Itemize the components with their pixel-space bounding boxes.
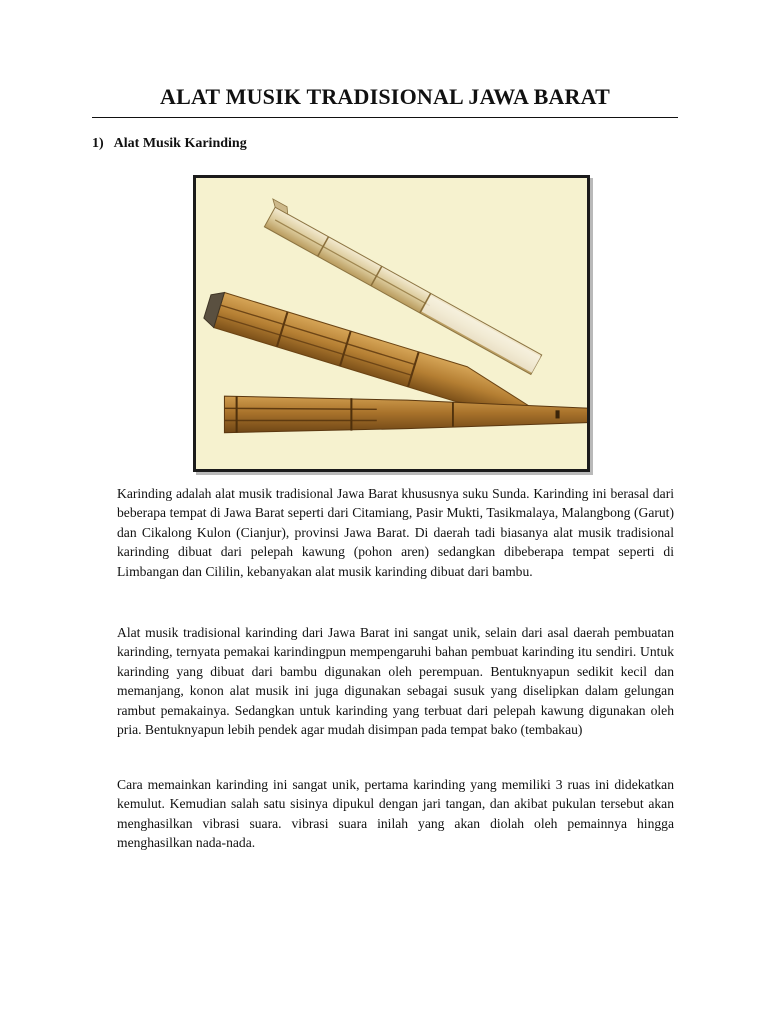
section-number: 1) xyxy=(92,136,104,151)
section-heading xyxy=(92,136,247,152)
karinding-illustration xyxy=(196,178,587,469)
section-title: Alat Musik Karinding xyxy=(113,136,247,151)
paragraph-origin: Karinding adalah alat musik tradisional Jawa Barat khususnya suku Sunda. Karinding ini berasal dari beberapa tempat di Jawa Barat seperti dari Citamiang, Pasir Mukti, Tasikmalaya, Malangbong (Garut) dan Cikalong Kulon (Cianjur), provinsi Jawa Barat. Di daerah tadi biasanya alat musik tradisional karinding dibuat dari pelepah kawung (pohon aren) sedangkan dibeberapa tempat seperti di Limbangan dan Cililin, kebanyakan alat musik karinding dibuat dari bambu. xyxy=(117,486,674,579)
title-underline xyxy=(92,117,678,118)
paragraph-how-to-play: Cara memainkan karinding ini sangat unik, pertama karinding yang memiliki 3 ruas ini didekatkan kemulut. Kemudian salah satu sisinya dipukul dengan jari tangan, dan akibat pukulan tersebut akan menghasilkan vibrasi suara. vibrasi suara inilah yang akan diolah oleh pemainnya hingga menghasilkan nada-nada. xyxy=(117,777,674,851)
page-title: ALAT MUSIK TRADISIONAL JAWA BARAT xyxy=(160,84,610,109)
karinding-photo xyxy=(193,175,590,472)
paragraph-uniqueness: Alat musik tradisional karinding dari Jawa Barat ini sangat unik, selain dari asal daerah pembuatan karinding, ternyata pemakai karindingpun mempengaruhi bahan pembuat karinding itu sendiri. Untuk karinding yang dibuat dari bambu digunakan oleh perempuan. Bentuknyapun sedikit kecil dan memanjang, konon alat musik ini juga digunakan sebagai susuk yang diselipkan dalam gelungan rambut pemakainya. Sedangkan untuk karinding yang terbuat dari pelepah kawung digunakan oleh pria. Bentuknyapun lebih pendek agar mudah disimpan pada tempat bako (tembakau) xyxy=(117,625,674,738)
